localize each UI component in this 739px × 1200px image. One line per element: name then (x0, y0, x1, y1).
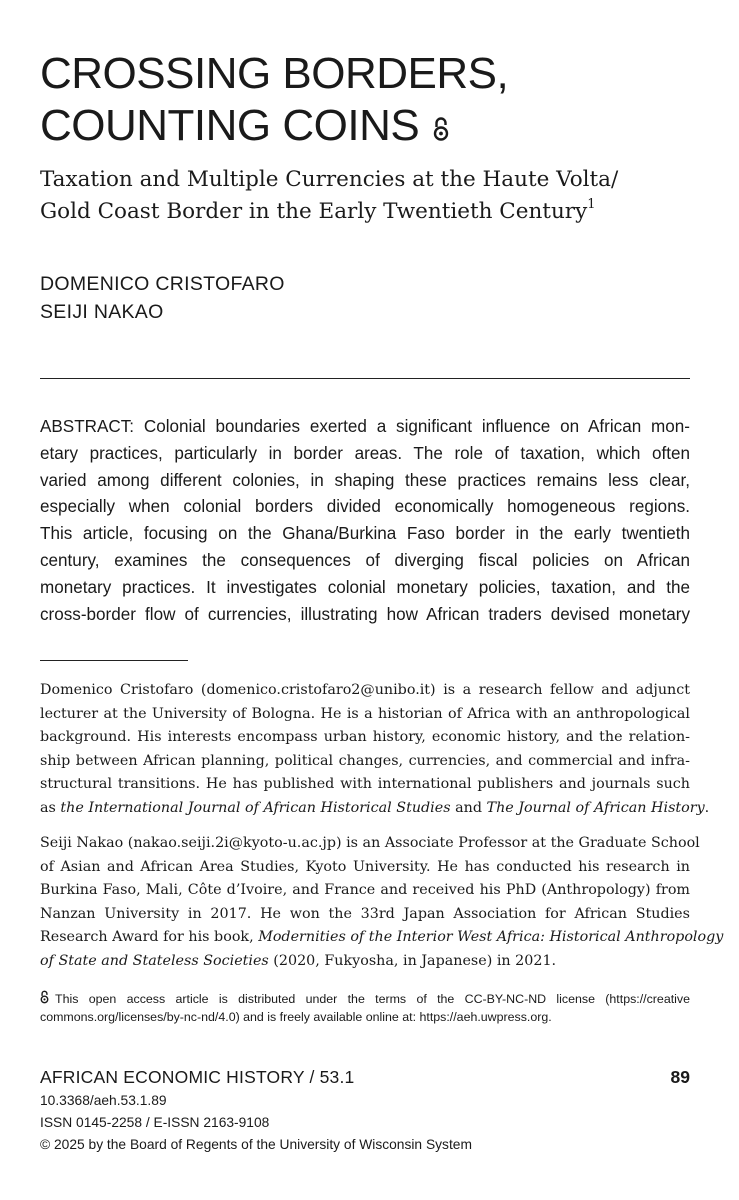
journal-title: The Journal of African History (486, 799, 705, 816)
title-line-1: CROSSING BORDERS, (40, 49, 509, 98)
license-note (40, 990, 690, 1026)
bio-line: of Asian and African Area Studies, Kyoto University. He has conducted his research in (40, 858, 690, 875)
abstract (40, 414, 690, 628)
header-divider (40, 378, 690, 379)
bio-line (40, 797, 710, 821)
book-title: of State and Stateless Societies (40, 952, 269, 969)
license-text: This open access article is distributed under the terms of the CC-BY-NC-ND license (https://creative (55, 992, 690, 1006)
bio-line: structural transitions. He has published with international publishers and journals such (40, 776, 690, 793)
bio-line (40, 950, 690, 974)
abstract-line: varied among different colonies, in shaping these practices remains less clear, (40, 470, 690, 490)
bio-line: Burkina Faso, Mali, Côte d’Ivoire, and France and received his PhD (Anthropology) from (40, 882, 690, 899)
footnote-divider (40, 660, 188, 661)
author-list (40, 270, 285, 326)
bio-text: Research Award for his book, (40, 929, 259, 946)
author-bio-nakao (40, 832, 724, 974)
doi[interactable]: 10.3368/aeh.53.1.89 (40, 1093, 167, 1108)
author-name: SEIJI NAKAO (40, 301, 164, 323)
bio-line: ship between African planning, political changes, currencies, and commercial and infra- (40, 752, 690, 769)
open-access-icon (433, 102, 449, 154)
journal-title: the International Journal of African Historical Studies (60, 799, 451, 816)
book-title: Modernities of the Interior West Africa: Historical Anthropology (258, 929, 724, 946)
bio-text: . (704, 799, 710, 816)
bio-text: and (450, 799, 487, 816)
issn: ISSN 0145-2258 / E-ISSN 2163-9108 (40, 1115, 270, 1130)
abstract-line: This article, focusing on the Ghana/Burkina Faso border in the early twentieth (40, 524, 690, 544)
license-line: commons.org/licenses/by-nc-nd/4.0) and is freely available online at: https://aeh.uwpress.org. (40, 1010, 552, 1024)
bio-line: Domenico Cristofaro (domenico.cristofaro2@unibo.it) is a research fellow and adjunct (40, 682, 690, 698)
page-number: 89 (670, 1067, 690, 1087)
abstract-line: especially when colonial borders divided economically homogeneous regions. (40, 497, 690, 517)
license-line (40, 990, 690, 1009)
bio-text: as (40, 799, 61, 816)
copyright: © 2025 by the Board of Regents of the University of Wisconsin System (40, 1137, 472, 1152)
abstract-line-text: Colonial boundaries exerted a significant influence on African mon- (134, 417, 690, 436)
subtitle-line-2-text: Gold Coast Border in the Early Twentieth Century (40, 199, 588, 224)
article-title (40, 48, 700, 154)
bio-line: lecturer at the University of Bologna. He is a historian of Africa with an anthropological (40, 705, 690, 722)
abstract-line: cross-border flow of currencies, illustrating how African traders devised monetary (40, 604, 690, 624)
abstract-label: ABSTRACT: (40, 417, 135, 436)
abstract-line (40, 414, 690, 441)
subtitle-line-1: Taxation and Multiple Currencies at the Haute Volta/ (40, 167, 619, 192)
title-line-2-text: COUNTING COINS (40, 101, 420, 150)
abstract-line: etary practices, particularly in border areas. The role of taxation, which often (40, 443, 690, 463)
abstract-line: century, examines the consequences of diverging fiscal policies on African (40, 550, 690, 570)
bio-line: Seiji Nakao (nakao.seiji.2i@kyoto-u.ac.jp) is an Associate Professor at the Graduate School (40, 835, 700, 851)
title-line-2 (40, 100, 700, 154)
bio-text: (2020, Fukyosha, in Japanese) in 2021. (268, 952, 557, 969)
open-access-icon (40, 990, 49, 1009)
bio-line: background. His interests encompass urban history, economic history, and the relation- (40, 729, 690, 746)
bio-line: Nanzan University in 2017. He won the 33rd Japan Association for African Studies (40, 905, 690, 922)
abstract-line: monetary practices. It investigates colonial monetary policies, taxation, and the (40, 577, 690, 597)
footnote-mark[interactable]: 1 (587, 196, 596, 212)
bio-line (40, 926, 724, 950)
subtitle-line-2 (40, 196, 710, 228)
author-bio-cristofaro (40, 679, 710, 821)
author-name: DOMENICO CRISTOFARO (40, 273, 285, 295)
article-subtitle (40, 164, 710, 228)
journal-issue: AFRICAN ECONOMIC HISTORY / 53.1 (40, 1067, 355, 1087)
